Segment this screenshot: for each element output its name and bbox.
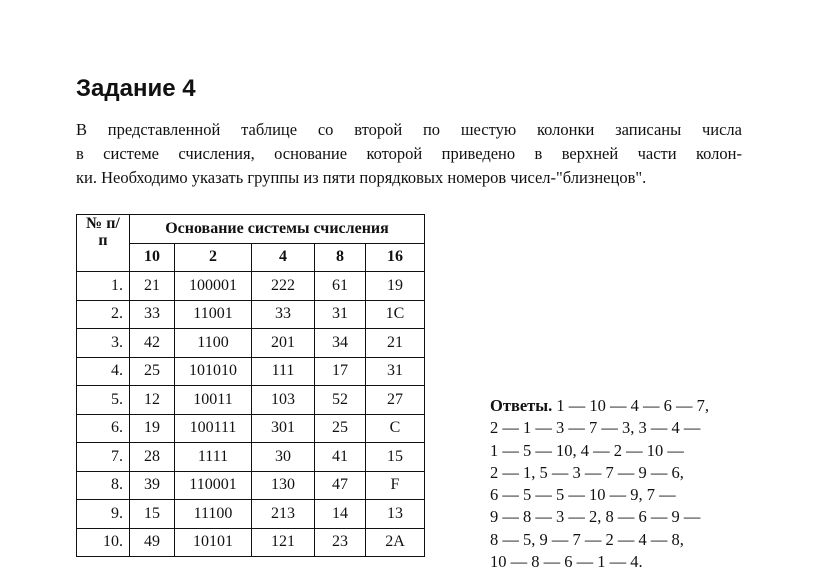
base-2-cell: 11001 bbox=[175, 300, 252, 329]
answers-line-4: 6 — 5 — 5 — 10 — 9, 7 — bbox=[490, 485, 676, 505]
row-number-cell: 1. bbox=[77, 272, 130, 301]
table-row bbox=[77, 300, 425, 329]
base-4-cell: 103 bbox=[252, 386, 315, 415]
base-16-cell: 31 bbox=[366, 357, 425, 386]
table-body bbox=[77, 272, 425, 557]
answers-line-3: 2 — 1, 5 — 3 — 7 — 9 — 6, bbox=[490, 462, 684, 482]
base-2-header: 2 bbox=[175, 243, 252, 272]
base-16-cell: 1C bbox=[366, 300, 425, 329]
base-4-cell: 121 bbox=[252, 528, 315, 557]
answers-line-2: 1 — 5 — 10, 4 — 2 — 10 — bbox=[490, 440, 684, 460]
base-10-cell: 25 bbox=[130, 357, 175, 386]
base-16-header: 16 bbox=[366, 243, 425, 272]
row-number-cell: 9. bbox=[77, 500, 130, 529]
base-8-cell: 31 bbox=[315, 300, 366, 329]
answers-line-7: 10 — 8 — 6 — 1 — 4. bbox=[490, 552, 643, 572]
base-2-cell: 10101 bbox=[175, 528, 252, 557]
base-10-cell: 12 bbox=[130, 386, 175, 415]
table-header-row bbox=[77, 215, 425, 244]
base-10-cell: 15 bbox=[130, 500, 175, 529]
table-row bbox=[77, 272, 425, 301]
number-systems-table bbox=[76, 214, 425, 557]
base-2-cell: 101010 bbox=[175, 357, 252, 386]
base-4-cell: 111 bbox=[252, 357, 315, 386]
row-number-cell: 3. bbox=[77, 329, 130, 358]
base-10-cell: 21 bbox=[130, 272, 175, 301]
base-8-header: 8 bbox=[315, 243, 366, 272]
base-16-cell: 15 bbox=[366, 443, 425, 472]
task-text-line-1: В представленной таблице со второй по шестую колонки записаны числа bbox=[76, 120, 742, 139]
row-number-cell: 8. bbox=[77, 471, 130, 500]
base-4-cell: 33 bbox=[252, 300, 315, 329]
task-text-line-3: ки. Необходимо указать группы из пяти порядковых номеров чисел-"близнецов". bbox=[76, 168, 647, 187]
base-10-cell: 49 bbox=[130, 528, 175, 557]
base-16-cell: 19 bbox=[366, 272, 425, 301]
table-row bbox=[77, 500, 425, 529]
row-number-cell: 7. bbox=[77, 443, 130, 472]
table-row bbox=[77, 386, 425, 415]
base-10-cell: 28 bbox=[130, 443, 175, 472]
row-number-cell: 5. bbox=[77, 386, 130, 415]
table-row bbox=[77, 414, 425, 443]
base-8-cell: 23 bbox=[315, 528, 366, 557]
base-2-cell: 1111 bbox=[175, 443, 252, 472]
row-number-header: № п/п bbox=[77, 215, 130, 272]
base-16-cell: 21 bbox=[366, 329, 425, 358]
base-8-cell: 17 bbox=[315, 357, 366, 386]
base-16-cell: C bbox=[366, 414, 425, 443]
table-row bbox=[77, 443, 425, 472]
base-10-cell: 39 bbox=[130, 471, 175, 500]
base-4-cell: 301 bbox=[252, 414, 315, 443]
answers-label: Ответы. bbox=[490, 396, 553, 415]
base-header: Основание системы счисления bbox=[130, 215, 425, 244]
base-16-cell: F bbox=[366, 471, 425, 500]
task-title: Задание 4 bbox=[76, 75, 196, 102]
answers-line-5: 9 — 8 — 3 — 2, 8 — 6 — 9 — bbox=[490, 507, 701, 527]
row-number-cell: 4. bbox=[77, 357, 130, 386]
base-2-cell: 11100 bbox=[175, 500, 252, 529]
answers-first-line bbox=[490, 395, 740, 417]
answers-line-0: 1 — 10 — 4 — 6 — 7, bbox=[556, 396, 710, 415]
base-8-cell: 14 bbox=[315, 500, 366, 529]
base-2-cell: 110001 bbox=[175, 471, 252, 500]
answers-block bbox=[490, 395, 740, 573]
base-10-cell: 42 bbox=[130, 329, 175, 358]
base-2-cell: 1100 bbox=[175, 329, 252, 358]
task-description bbox=[76, 118, 742, 190]
base-10-header: 10 bbox=[130, 243, 175, 272]
base-16-cell: 27 bbox=[366, 386, 425, 415]
base-4-cell: 130 bbox=[252, 471, 315, 500]
base-4-cell: 222 bbox=[252, 272, 315, 301]
row-number-cell: 2. bbox=[77, 300, 130, 329]
base-8-cell: 25 bbox=[315, 414, 366, 443]
table-row bbox=[77, 471, 425, 500]
row-number-cell: 10. bbox=[77, 528, 130, 557]
base-10-cell: 19 bbox=[130, 414, 175, 443]
answers-line-6: 8 — 5, 9 — 7 — 2 — 4 — 8, bbox=[490, 529, 684, 549]
row-number-cell: 6. bbox=[77, 414, 130, 443]
base-4-cell: 213 bbox=[252, 500, 315, 529]
base-10-cell: 33 bbox=[130, 300, 175, 329]
base-2-cell: 100111 bbox=[175, 414, 252, 443]
task-text-line-2: в системе счисления, основание которой приведено в верхней части колон- bbox=[76, 144, 742, 163]
base-16-cell: 2A bbox=[366, 528, 425, 557]
base-8-cell: 34 bbox=[315, 329, 366, 358]
base-16-cell: 13 bbox=[366, 500, 425, 529]
base-2-cell: 10011 bbox=[175, 386, 252, 415]
base-8-cell: 61 bbox=[315, 272, 366, 301]
base-8-cell: 41 bbox=[315, 443, 366, 472]
table-row bbox=[77, 357, 425, 386]
table-row bbox=[77, 528, 425, 557]
base-8-cell: 47 bbox=[315, 471, 366, 500]
table-row bbox=[77, 329, 425, 358]
base-2-cell: 100001 bbox=[175, 272, 252, 301]
answers-line-1: 2 — 1 — 3 — 7 — 3, 3 — 4 — bbox=[490, 418, 701, 438]
base-4-header: 4 bbox=[252, 243, 315, 272]
base-4-cell: 201 bbox=[252, 329, 315, 358]
base-4-cell: 30 bbox=[252, 443, 315, 472]
table-subheader-row bbox=[77, 243, 425, 272]
base-8-cell: 52 bbox=[315, 386, 366, 415]
